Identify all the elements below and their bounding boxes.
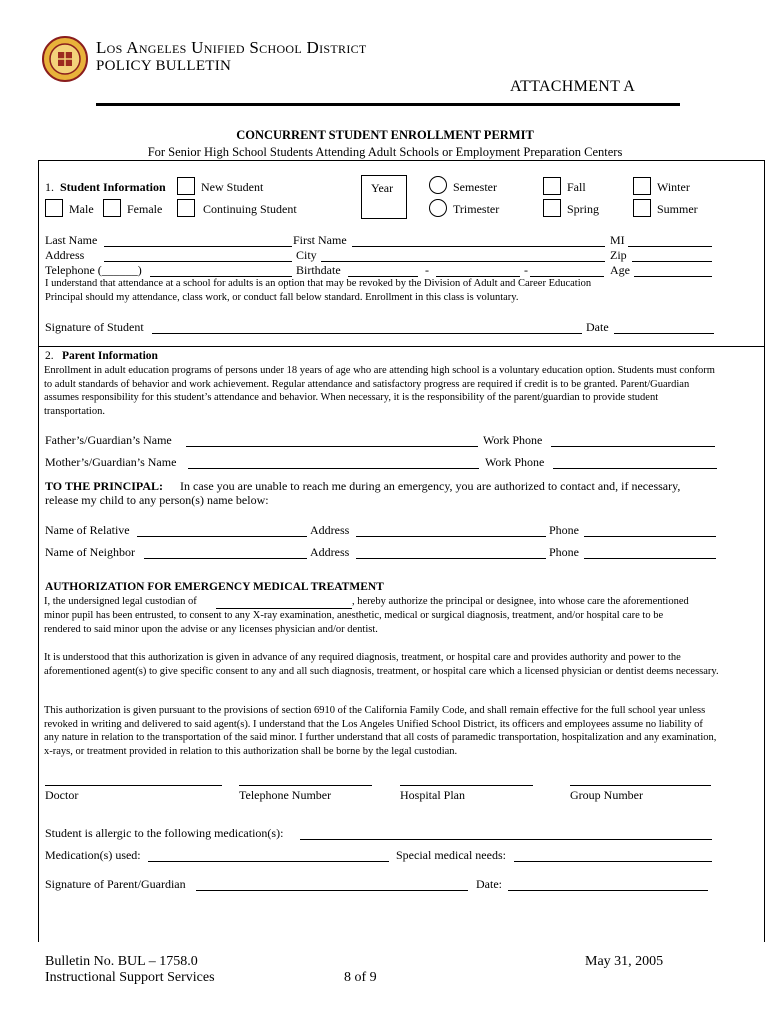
male-label: Male: [69, 202, 94, 216]
continuing-student-checkbox[interactable]: [177, 199, 195, 217]
authorization-p1-line2: minor pupil has been entrusted, to consent to any X-ray examination, anesthetic, medical or surgical diagnosis, treatment, and/or hospital care to be: [44, 610, 664, 621]
to-principal-text-2: release my child to any person(s) name below:: [45, 493, 269, 507]
winter-label: Winter: [657, 180, 690, 194]
group-number-label: Group Number: [570, 788, 643, 802]
trimester-label: Trimester: [453, 202, 500, 216]
relative-phone-label: Phone: [549, 523, 579, 537]
bulletin-type: POLICY BULLETIN: [96, 58, 232, 74]
authorization-p1-line3: rendered to said minor upon the advise or any licenses physician and/or dentist.: [44, 624, 378, 635]
year-label: Year: [371, 181, 394, 195]
agreement-line-2: Principal should my attendance, class work, or conduct fall below standard. Enrollment in this class is voluntary.: [45, 292, 519, 303]
student-date-label: Date: [586, 320, 609, 334]
fall-checkbox[interactable]: [543, 177, 561, 195]
mi-field[interactable]: [628, 235, 712, 247]
special-needs-field[interactable]: [514, 850, 712, 862]
address-field[interactable]: [104, 250, 292, 262]
authorization-heading: AUTHORIZATION FOR EMERGENCY MEDICAL TREATMENT: [45, 581, 384, 593]
medications-field[interactable]: [148, 850, 389, 862]
special-needs-label: Special medical needs:: [396, 848, 506, 862]
mother-label: Mother’s/Guardian’s Name: [45, 455, 177, 469]
doctor-line[interactable]: [45, 785, 222, 786]
neighbor-address-field[interactable]: [356, 547, 546, 559]
female-label: Female: [127, 202, 163, 216]
allergic-field[interactable]: [300, 828, 712, 840]
new-student-label: New Student: [201, 180, 264, 194]
birthdate-year-field[interactable]: [530, 265, 604, 277]
first-name-label: First Name: [293, 233, 347, 247]
section1-number: 1.: [45, 180, 54, 194]
page-number: 8 of 9: [344, 970, 377, 985]
age-label: Age: [610, 263, 630, 277]
city-label: City: [296, 248, 317, 262]
section2-heading: Parent Information: [62, 350, 158, 362]
relative-label: Name of Relative: [45, 523, 130, 537]
bulletin-number: Bulletin No. BUL – 1758.0: [45, 954, 198, 969]
relative-phone-field[interactable]: [584, 525, 716, 537]
trimester-radio[interactable]: [429, 199, 447, 217]
section1-heading: Student Information: [60, 180, 166, 194]
header-rule: [96, 103, 680, 106]
neighbor-phone-label: Phone: [549, 545, 579, 559]
parent-signature-field[interactable]: [196, 879, 468, 891]
first-name-field[interactable]: [352, 235, 605, 247]
doctor-label: Doctor: [45, 788, 79, 802]
summer-label: Summer: [657, 202, 698, 216]
to-principal-text: In case you are unable to reach me during an emergency, you are authorized to contact and, if necessary,: [180, 479, 681, 493]
group-number-line[interactable]: [570, 785, 711, 786]
female-checkbox[interactable]: [103, 199, 121, 217]
address-label: Address: [45, 248, 85, 262]
neighbor-field[interactable]: [144, 547, 307, 559]
authorization-p1-rest: , hereby authorize the principal or designee, into whose care the aforementioned: [352, 596, 689, 607]
male-checkbox[interactable]: [45, 199, 63, 217]
lausd-seal-icon: [42, 36, 88, 82]
telephone-field[interactable]: [150, 265, 292, 277]
district-name: Los Angeles Unified School District: [96, 38, 367, 57]
attachment-label: ATTACHMENT A: [510, 78, 636, 95]
winter-checkbox[interactable]: [633, 177, 651, 195]
relative-field[interactable]: [137, 525, 307, 537]
hospital-plan-label: Hospital Plan: [400, 788, 465, 802]
father-field[interactable]: [186, 435, 478, 447]
parent-date-label: Date:: [476, 877, 502, 891]
medications-label: Medication(s) used:: [45, 848, 141, 862]
birthdate-label: Birthdate: [296, 263, 341, 277]
authorization-p3: This authorization is given pursuant to the provisions of section 6910 of the California Family Code, and shall remain effective for the full school year unless revoked in writing and delivered to said agent(s). I understand that the Los Angeles Unified School District, its officers and employees assume no liability of any nature in relation to the transportation of the said minor. I further understand that all costs of paramedic transportation, hospitalization and any examination, x-rays, or treatment provided in relation to this authorization shall be borne by the legal custodian.: [44, 705, 717, 757]
section2-number: 2.: [45, 350, 54, 362]
footer-date: May 31, 2005: [585, 954, 664, 969]
student-signature-label: Signature of Student: [45, 320, 144, 334]
fall-label: Fall: [567, 180, 586, 194]
zip-label: Zip: [610, 248, 627, 262]
spring-label: Spring: [567, 202, 600, 216]
semester-label: Semester: [453, 180, 497, 194]
telephone-number-line[interactable]: [239, 785, 372, 786]
last-name-field[interactable]: [104, 235, 292, 247]
neighbor-label: Name of Neighbor: [45, 545, 135, 559]
telephone-label: Telephone (______): [45, 263, 142, 277]
birthdate-sep-1: -: [425, 263, 429, 277]
authorization-p2: It is understood that this authorization is given in advance of any required diagnosis, treatment, or hospital care and provides authority and power to the aforementioned agent(s) to give specific consent to any and all such diagnosis, treatment, or hospital care which a licensed physician or dentist deems necessary.: [44, 652, 719, 677]
hospital-plan-line[interactable]: [400, 785, 533, 786]
zip-field[interactable]: [632, 250, 712, 262]
neighbor-phone-field[interactable]: [584, 547, 716, 559]
birthdate-sep-2: -: [524, 263, 528, 277]
department: Instructional Support Services: [45, 970, 215, 985]
to-principal-label: TO THE PRINCIPAL:: [45, 479, 164, 493]
father-work-phone-field[interactable]: [551, 435, 715, 447]
summer-checkbox[interactable]: [633, 199, 651, 217]
last-name-label: Last Name: [45, 233, 98, 247]
form-subtitle: For Senior High School Students Attending Adult Schools or Employment Preparation Centers: [147, 145, 623, 159]
authorization-p1-start: I, the undersigned legal custodian of: [44, 596, 197, 607]
city-field[interactable]: [321, 250, 605, 262]
mi-label: MI: [610, 233, 625, 247]
relative-address-label: Address: [310, 523, 350, 537]
mother-work-phone-field[interactable]: [553, 457, 717, 469]
birthdate-month-field[interactable]: [348, 265, 418, 277]
parent-date-field[interactable]: [508, 879, 708, 891]
telephone-number-label: Telephone Number: [239, 788, 332, 802]
father-work-phone-label: Work Phone: [483, 433, 543, 447]
new-student-checkbox[interactable]: [177, 177, 195, 195]
age-field[interactable]: [634, 265, 712, 277]
student-signature-field[interactable]: [152, 322, 582, 334]
neighbor-address-label: Address: [310, 545, 350, 559]
student-date-field[interactable]: [614, 322, 714, 334]
mother-work-phone-label: Work Phone: [485, 455, 545, 469]
parent-signature-label: Signature of Parent/Guardian: [45, 877, 186, 891]
section-divider: [38, 346, 765, 347]
spring-checkbox[interactable]: [543, 199, 561, 217]
mother-field[interactable]: [188, 457, 479, 469]
continuing-student-label: Continuing Student: [203, 202, 297, 216]
form-title: CONCURRENT STUDENT ENROLLMENT PERMIT: [236, 128, 534, 142]
relative-address-field[interactable]: [356, 525, 546, 537]
semester-radio[interactable]: [429, 176, 447, 194]
birthdate-day-field[interactable]: [436, 265, 520, 277]
custodian-of-field[interactable]: [216, 597, 352, 609]
father-label: Father’s/Guardian’s Name: [45, 433, 172, 447]
allergic-label: Student is allergic to the following medication(s):: [45, 826, 284, 840]
parent-info-paragraph: Enrollment in adult education programs of persons under 18 years of age who are attending high school is a voluntary education option. Students must conform to adult standards of behavior and work achievement. Regular attendance and satisfactory progress are required if credit is to be granted. Parent/Guardian assumes responsibility for this student’s attendance and behavior. When necessary, it is the responsibility of the parent/guardian to provide student transportation.: [44, 365, 715, 417]
agreement-line-1: I understand that attendance at a school for adults is an option that may be revoked by the Division of Adult and Career Education: [45, 278, 592, 289]
